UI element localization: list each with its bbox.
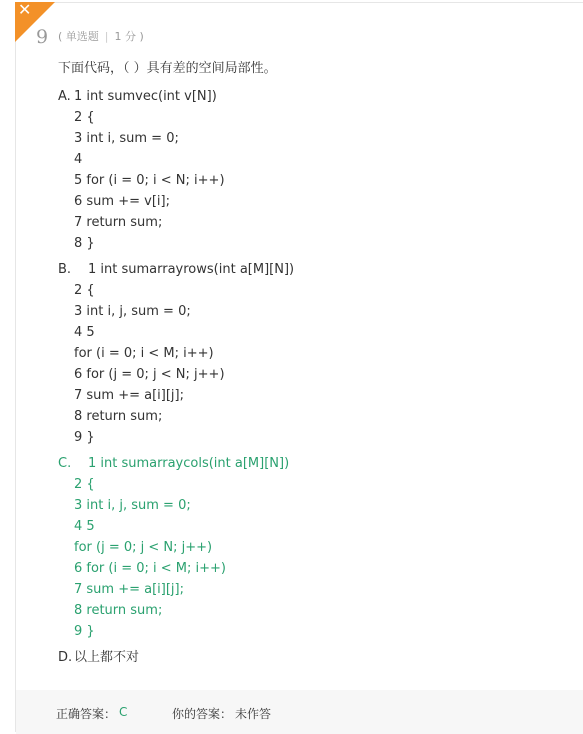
question-number: 9 xyxy=(36,26,49,48)
option-a-line: 8 } xyxy=(74,236,95,251)
option-c-line: 7 sum += a[i][j]; xyxy=(74,582,184,597)
option-c-letter[interactable]: C. xyxy=(58,456,72,471)
option-a-line: 1 int sumvec(int v[N]) xyxy=(74,89,217,104)
option-d-line: 以上都不对 xyxy=(74,650,140,665)
question-stem: 下面代码，（ ）具有差的空间局部性。 xyxy=(58,61,277,76)
correct-answer-value: C xyxy=(119,705,128,719)
your-answer-label: 你的答案： xyxy=(172,707,233,721)
option-d-letter[interactable]: D. xyxy=(58,650,73,665)
correct-answer-label: 正确答案： xyxy=(56,707,117,721)
option-b-line: for (i = 0; i < M; i++) xyxy=(74,346,214,361)
option-b-line: 6 for (j = 0; j < N; j++) xyxy=(74,367,225,382)
option-a-line: 4 xyxy=(74,152,83,167)
option-b-letter[interactable]: B. xyxy=(58,262,72,277)
your-answer-value: 未作答 xyxy=(235,707,272,721)
option-c-line: 9 } xyxy=(74,624,95,639)
option-b-line: 3 int i, j, sum = 0; xyxy=(74,304,191,319)
option-a-line: 3 int i, sum = 0; xyxy=(74,131,179,146)
option-a-letter[interactable]: A. xyxy=(58,89,71,104)
question-type: 单选题 xyxy=(65,30,99,43)
option-b-line: 9 } xyxy=(74,430,95,445)
option-b-line: 8 return sum; xyxy=(74,409,163,424)
option-c-line: 8 return sum; xyxy=(74,603,163,618)
option-a-line: 7 return sum; xyxy=(74,215,163,230)
option-b-line: 1 int sumarrayrows(int a[M][N]) xyxy=(88,262,295,277)
option-a-line: 6 sum += v[i]; xyxy=(74,194,170,209)
option-c-line: for (j = 0; j < N; j++) xyxy=(74,540,213,555)
option-c-line: 2 { xyxy=(74,477,95,492)
option-a-line: 2 { xyxy=(74,110,95,125)
close-icon: ✕ xyxy=(18,2,32,19)
option-a-line: 5 for (i = 0; i < N; i++) xyxy=(74,173,225,188)
answer-footer xyxy=(16,690,583,734)
option-b-line: 4 5 xyxy=(74,325,95,340)
question-meta: ( 单选题 | 1 分 ) xyxy=(58,30,144,43)
question-score: 1 分 xyxy=(114,30,137,43)
option-c-line: 3 int i, j, sum = 0; xyxy=(74,498,191,513)
option-c-line: 1 int sumarraycols(int a[M][N]) xyxy=(88,456,290,471)
option-b-line: 7 sum += a[i][j]; xyxy=(74,388,184,403)
option-c-line: 4 5 xyxy=(74,519,95,534)
option-b-line: 2 { xyxy=(74,283,95,298)
option-c-line: 6 for (i = 0; i < M; i++) xyxy=(74,561,227,576)
wrong-badge xyxy=(15,2,55,42)
